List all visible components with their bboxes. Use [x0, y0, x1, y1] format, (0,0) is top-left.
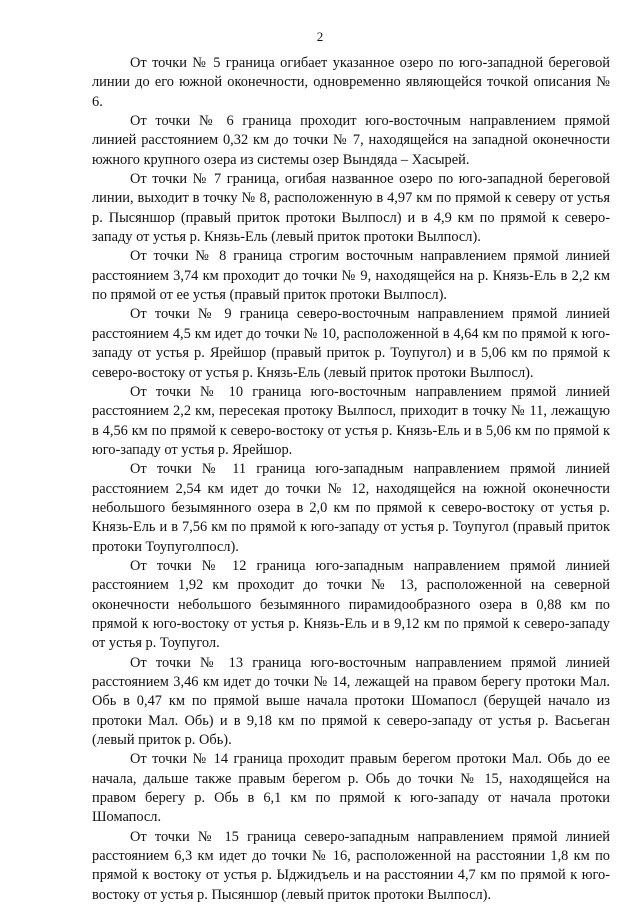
paragraph-point-6: От точки № 6 граница проходит юго-восточным направлением прямой линией расстоянием 0,32 км до точки № 7, находящейся на западной оконечности южного крупного озера из системы озер Вындяда – Хасырей.	[92, 113, 610, 168]
paragraph-point-15: От точки № 15 граница северо-западным направлением прямой линией расстоянием 6,3 км идет до точки № 16, расположенной на расстоянии 1,8 км по прямой к востоку от устья р. Ыджидъель и на расстоянии 4,7 км по прямой к юго-востоку от устья р. Пысяншор (левый приток протоки Вылпосл).	[92, 828, 610, 903]
paragraph-point-5: От точки № 5 граница огибает указанное озеро по юго-западной береговой линии до его южной оконечности, одновременно являющейся точкой описания № 6.	[92, 55, 610, 110]
paragraph-point-11: От точки № 11 граница юго-западным направлением прямой линией расстоянием 2,54 км идет до точки № 12, находящейся на южной оконечности небольшого безымянного озера в 2,0 км по прямой к северо-востоку от устья р. Князь-Ель и в 7,56 км по прямой к юго-западу от устья р. Тоупугол (правый приток протоки Тоупуголпосл).	[92, 461, 610, 555]
paragraph-point-8: От точки № 8 граница строгим восточным направлением прямой линией расстоянием 3,74 км проходит до точки № 9, находящейся на р. Князь-Ель в 2,2 км по прямой от ее устья (правый приток протоки Вылпосл).	[92, 248, 610, 304]
paragraph-point-7: От точки № 7 граница, огибая названное озеро по юго-западной береговой линии, выходит в точку № 8, расположенную в 4,97 км по прямой к северу от устья р. Пысяншор (правый приток протоки Вылпосл) и в 4,9 км по прямой к северо-западу от устья р. Князь-Ель (левый приток протоки Вылпосл).	[92, 171, 610, 246]
paragraph-point-12: От точки № 12 граница юго-западным направлением прямой линией расстоянием 1,92 км проходит до точки № 13, расположенной на северной оконечности небольшого безымянного пирамидообразного озера в 0,88 км по прямой к юго-востоку от устья р. Князь-Ель и в 9,12 км по прямой к северо-западу от устья р. Тоупугол.	[92, 557, 610, 652]
paragraph-point-14: От точки № 14 граница проходит правым берегом протоки Мал. Обь до ее начала, дальше также правым берегом р. Обь до точки № 15, находящейся на правом берегу р. Обь в 6,1 км по прямой к юго-западу от начала протоки Шомапосл.	[92, 751, 610, 826]
page-number: 2	[316, 29, 324, 44]
document-body	[92, 54, 610, 905]
paragraph-point-9: От точки № 9 граница северо-восточным направлением прямой линией расстоянием 4,5 км идет до точки № 10, расположенной в 4,64 км по прямой к юго-западу от устья р. Ярейшор (правый приток р. Тоупугол) и в 5,06 км по прямой к северо-востоку от устья р. Князь-Ель (левый приток протоки Вылпосл).	[92, 306, 610, 381]
paragraph-point-13: От точки № 13 граница юго-восточным направлением прямой линией расстоянием 3,46 км идет до точки № 14, лежащей на правом берегу протоки Мал. Обь в 0,47 км по прямой выше начала протоки Шомапосл (берущей начало из протоки Мал. Обь) и в 9,18 км по прямой к северо-западу от устья р. Васьеган (левый приток р. Обь).	[92, 654, 610, 749]
paragraph-point-10: От точки № 10 граница юго-восточным направлением прямой линией расстоянием 2,2 км, пересекая протоку Вылпосл, приходит в точку № 11, лежащую в 4,56 км по прямой к северо-востоку от устья р. Князь-Ель и в 5,06 км по прямой к юго-западу от устья р. Ярейшор.	[92, 383, 610, 458]
